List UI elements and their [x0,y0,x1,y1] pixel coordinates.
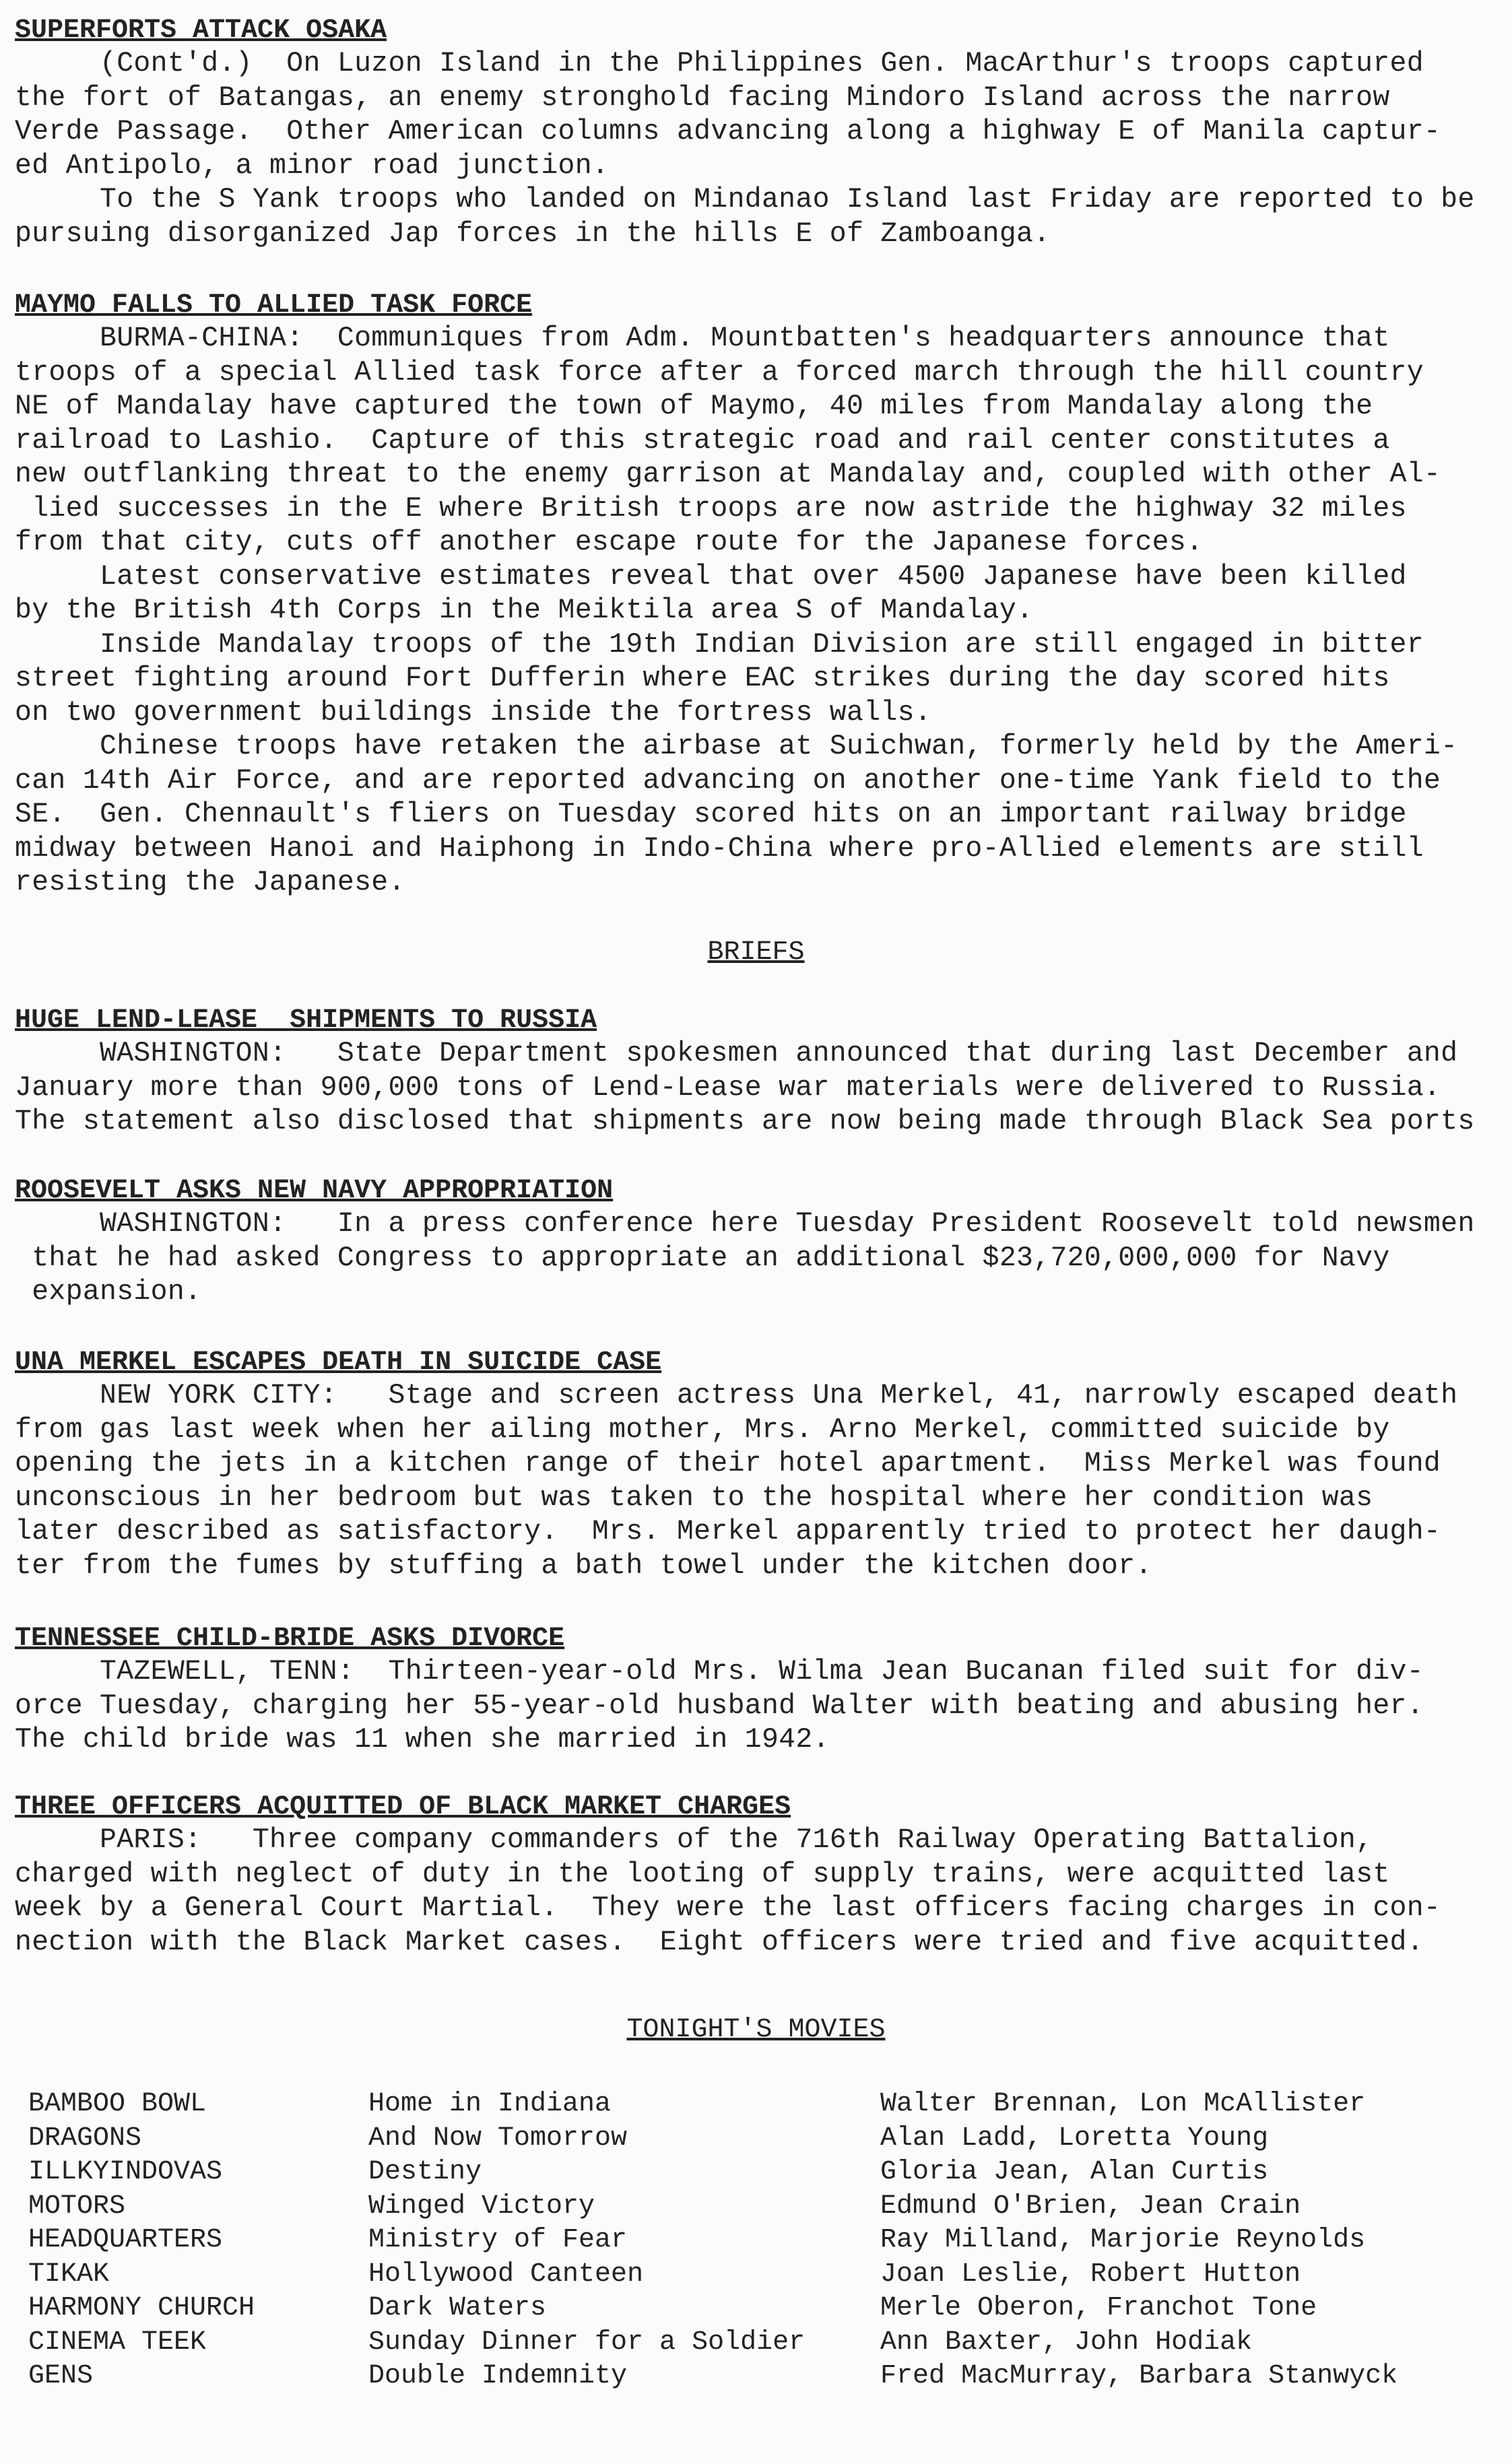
movie-title: Destiny [368,2157,482,2187]
list-item [28,2190,1497,2224]
article-paragraph: To the S Yank troops who landed on Mindanao Island last Friday are reported to be pursuing disorganized Jap forces in the hills E of Zamboanga. [15,184,1475,250]
movie-venue: MOTORS [28,2191,126,2222]
movie-cast: Edmund O'Brien, Jean Crain [880,2191,1301,2222]
movie-title: Double Indemnity [368,2361,628,2391]
article [15,1791,1497,1960]
movie-cast: Alan Ladd, Loretta Young [880,2123,1269,2154]
list-item [28,2360,1497,2394]
movie-cast: Gloria Jean, Alan Curtis [880,2157,1269,2187]
movie-cast: Fred MacMurray, Barbara Stanwyck [880,2361,1398,2391]
article [15,15,1497,251]
movie-title: Winged Victory [368,2191,595,2222]
movie-cast: Merle Oberon, Franchot Tone [880,2293,1317,2323]
movie-title: Dark Waters [368,2293,547,2323]
movie-title: Home in Indiana [368,2089,612,2119]
movies-title: TONIGHT'S MOVIES [626,2015,886,2045]
list-item [28,2224,1497,2258]
movie-cast: Ray Milland, Marjorie Reynolds [880,2225,1366,2255]
article-paragraph: BURMA-CHINA: Communiques from Adm. Mountbatten's headquarters announce that troops of a special Allied task force after a forced march through the hill country NE of Mandalay have captured the town of Maymo, 40 miles from Mandalay along the railroad to Lashio. Capture of this strategic road and rail center constitutes a new outflanking threat to the enemy garrison at Mandalay and, coupled with other Al- lied successes in the E where British troops are now astride the highway 32 miles from that city, cuts off another escape route for the Japanese forces. [15,323,1441,558]
movie-cast: Joan Leslie, Robert Hutton [880,2259,1301,2290]
list-item [28,2156,1497,2190]
movie-title: And Now Tomorrow [368,2123,628,2154]
movie-cast: Ann Baxter, John Hodiak [880,2327,1253,2358]
article [15,1005,1497,1139]
article-headline: HUGE LEND-LEASE SHIPMENTS TO RUSSIA [15,1005,597,1036]
article-paragraph: Inside Mandalay troops of the 19th Indian Division are still engaged in bitter street fighting around Fort Dufferin where EAC strikes during the day scored hits on two government buildings inside the fortress walls. [15,628,1424,729]
article [15,1175,1497,1310]
article [15,290,1497,900]
article-paragraph: WASHINGTON: In a press conference here Tuesday President Roosevelt told newsmen that he had asked Congress to appropriate an additional $23,720,000,000 for Navy expansion. [32,1208,1475,1308]
list-item [28,2292,1497,2326]
article-paragraph: WASHINGTON: State Department spokesmen announced that during last December and January more than 900,000 tons of Lend-Lease war materials were delivered to Russia. The statement also disclosed that shipments are now being made through Black Sea ports [15,1038,1475,1137]
article-paragraph: PARIS: Three company commanders of the 716th Railway Operating Battalion, charged with neglect of duty in the looting of supply trains, were acquitted last week by a General Court Martial. They were the last officers facing charges in con- nection with the Black Market cases. Eight officers were tried and five acquitted. [15,1824,1441,1958]
article-paragraph: Chinese troops have retaken the airbase at Suichwan, formerly held by the Ameri- can 14th Air Force, and are reported advancing on another one-time Yank field to the SE. Gen. Chennault's fliers on Tuesday scored hits on an important railway bridge midway between Hanoi and Haiphong in Indo-China where pro-Allied elements are still resisting the Japanese. [15,731,1458,898]
list-item [28,2258,1497,2292]
list-item [28,2122,1497,2156]
movie-title: Ministry of Fear [368,2225,628,2255]
movie-cast: Walter Brennan, Lon McAllister [880,2089,1366,2119]
list-item [28,2326,1497,2360]
movie-venue: HARMONY CHURCH [28,2293,255,2323]
article-headline: ROOSEVELT ASKS NEW NAVY APPROPRIATION [15,1176,614,1206]
article-paragraph: Latest conservative estimates reveal that over 4500 Japanese have been killed by the British 4th Corps in the Meiktila area S of Mandalay. [15,560,1407,626]
movies-list [28,2088,1497,2394]
movie-title: Sunday Dinner for a Soldier [368,2327,806,2358]
article-paragraph: NEW YORK CITY: Stage and screen actress Una Merkel, 41, narrowly escaped death from gas last week when her ailing mother, Mrs. Arno Merkel, committed suicide by opening the jets in a kitchen range of their hotel apartment. Miss Merkel was found unconscious in her bedroom but was taken to the hospital where her condition was later described as satisfactory. Mrs. Merkel apparently tried to protect her daugh- ter from the fumes by stuffing a bath towel under the kitchen door. [15,1380,1458,1582]
movie-venue: BAMBOO BOWL [28,2089,207,2119]
article-headline: MAYMO FALLS TO ALLIED TASK FORCE [15,290,533,321]
article-headline: UNA MERKEL ESCAPES DEATH IN SUICIDE CASE [15,1347,662,1378]
movie-venue: ILLKYINDOVAS [28,2157,223,2187]
article-paragraph: (Cont'd.) On Luzon Island in the Philippines Gen. MacArthur's troops captured the fort of Batangas, an enemy stronghold facing Mindoro Island across the narrow Verde Passage. Other American columns advancing along a highway E of Manila captur- ed Antipolo, a minor road junction. [15,48,1441,182]
list-item [28,2088,1497,2122]
article [15,1347,1497,1583]
movie-title: Hollywood Canteen [368,2259,644,2290]
article-headline: THREE OFFICERS ACQUITTED OF BLACK MARKET CHARGES [15,1792,791,1822]
article-headline: SUPERFORTS ATTACK OSAKA [15,15,387,46]
article-headline: TENNESSEE CHILD-BRIDE ASKS DIVORCE [15,1624,565,1654]
movie-venue: CINEMA TEEK [28,2327,207,2358]
article-paragraph: TAZEWELL, TENN: Thirteen-year-old Mrs. Wilma Jean Bucanan filed suit for div- orce Tuesday, charging her 55-year-old husband Walter with beating and abusing her. The child bride was 11 when she married in 1942. [15,1656,1424,1756]
movie-venue: TIKAK [28,2259,110,2290]
movie-venue: HEADQUARTERS [28,2225,223,2255]
briefs-title: BRIEFS [707,937,805,968]
movie-venue: DRAGONS [28,2123,142,2154]
article [15,1623,1497,1758]
movie-venue: GENS [28,2361,94,2391]
